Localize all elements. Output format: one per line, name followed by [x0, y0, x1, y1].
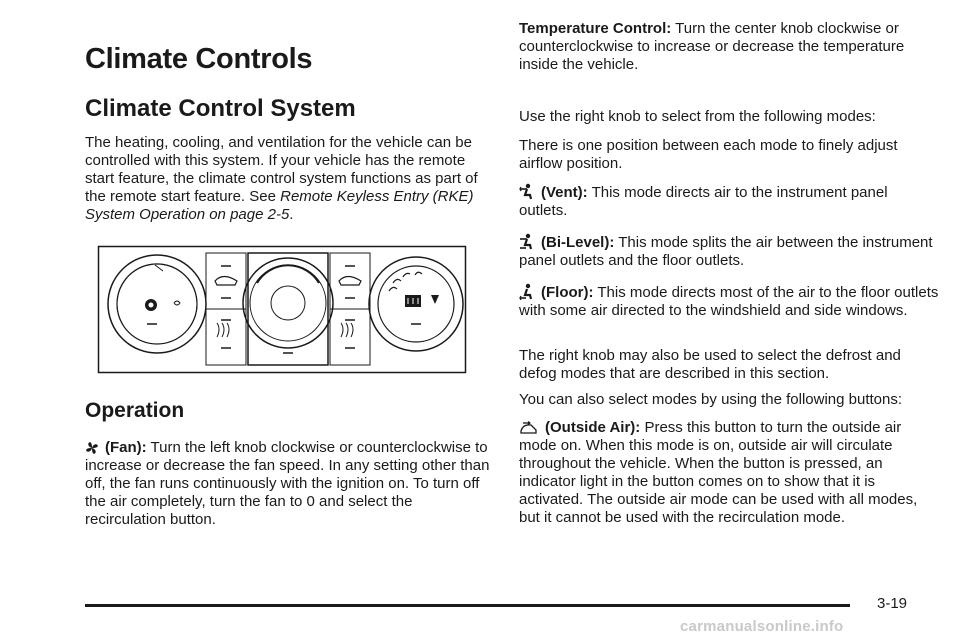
floor-paragraph: [519, 283, 939, 320]
outside-air-icon: [519, 421, 539, 435]
fan-knob: [108, 255, 206, 353]
operation-heading: Operation: [85, 399, 185, 422]
watermark: carmanualsonline.info: [680, 618, 844, 635]
vent-mode-icon: [519, 183, 535, 200]
vent-label: (Vent):: [541, 184, 588, 201]
temperature-label: Temperature Control:: [519, 20, 672, 37]
climate-control-panel-illustration: [97, 245, 467, 374]
position-paragraph: There is one position between each mode to finely adjust airflow position.: [519, 137, 898, 172]
fan-icon: [85, 441, 99, 455]
rke-reference-link[interactable]: Remote Keyless Entry (RKE) System Operation on page 2-5: [85, 188, 474, 223]
mode-knob: [369, 257, 463, 351]
bilevel-label: (Bi-Level):: [541, 234, 615, 251]
floor-mode-icon: [519, 283, 535, 300]
temperature-text: Turn the center knob clockwise or counterclockwise to increase or decrease the temperature inside the vehicle.: [519, 20, 905, 73]
defrost-paragraph: The right knob may also be used to select the defrost and defog modes that are described in this section.: [519, 347, 901, 382]
left-button-column: [206, 253, 246, 365]
intro-end: .: [289, 206, 294, 223]
fan-paragraph: [85, 439, 495, 529]
floor-label: (Floor):: [541, 284, 594, 301]
outside-air-paragraph: [519, 419, 939, 527]
page-title: Climate Controls: [85, 43, 313, 75]
fan-label: (Fan):: [105, 439, 147, 456]
section-heading: Climate Control System: [85, 95, 356, 122]
bilevel-paragraph: [519, 233, 939, 270]
vent-text: This mode directs air to the instrument panel outlets.: [519, 184, 888, 219]
modes-intro: Use the right knob to select from the following modes:: [519, 108, 876, 125]
vent-paragraph: [519, 183, 939, 220]
buttons-paragraph: You can also select modes by using the following buttons:: [519, 391, 903, 408]
bilevel-text: This mode splits the air between the instrument panel outlets and the floor outlets.: [519, 234, 933, 269]
temperature-knob: [243, 253, 333, 365]
outside-air-label: (Outside Air):: [545, 419, 641, 436]
page-number: 3-19: [877, 595, 908, 612]
temperature-paragraph: [519, 20, 939, 74]
footer-rule: [85, 604, 850, 607]
intro-paragraph: [85, 134, 490, 224]
intro-text: The heating, cooling, and ventilation for the vehicle can be controlled with this system. If your vehicle has the remote start feature, the climate control system functions as part of the remote start feature. See: [85, 134, 478, 205]
fan-text: Turn the left knob clockwise or counterclockwise to increase or decrease the fan speed. In any setting other than off, the fan runs continuously with the ignition on. To turn off the air completely, turn the fan to 0 and select the recirculation button.: [85, 439, 490, 528]
bilevel-mode-icon: [519, 233, 535, 250]
floor-text: This mode directs most of the air to the floor outlets with some air directed to the windshield and side windows.: [519, 284, 939, 319]
right-button-column: [330, 253, 370, 365]
outside-air-text: Press this button to turn the outside air mode on. When this mode is on, outside air will circulate throughout the vehicle. When the button is pressed, an indicator light in the button comes on to show that it is activated. The outside air mode can be used with all modes, but it cannot be used with the recirculation mode.: [519, 419, 918, 526]
